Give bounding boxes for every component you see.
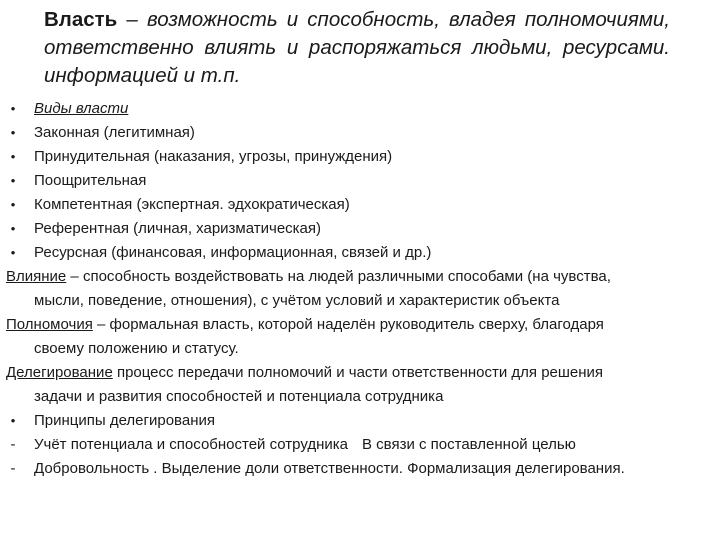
bullet-icon: • bbox=[10, 221, 16, 236]
authority-definition bbox=[6, 313, 711, 361]
principle-text: Учёт потенциала и способностей сотрудника bbox=[34, 436, 348, 453]
definition-text: – формальная власть, которой наделён руководитель сверху, благодаря bbox=[92, 316, 604, 333]
bullet-icon: • bbox=[10, 413, 16, 428]
power-type-label: Поощрительная bbox=[34, 172, 147, 189]
power-definition-line-3: людьми, ресурсами. информацией и т.п. bbox=[44, 36, 670, 87]
power-type-label: Референтная (личная, харизматическая) bbox=[34, 220, 322, 237]
list-item bbox=[6, 217, 711, 241]
principle-text: В связи с поставленной целью bbox=[361, 436, 576, 453]
power-definition-line-2: полномочиями, ответственно влиять и распоряжаться bbox=[44, 8, 670, 59]
power-types-heading: Виды власти bbox=[34, 100, 129, 117]
power-term: Власть bbox=[44, 8, 118, 31]
dash-icon: - bbox=[10, 460, 16, 477]
power-type-label: Компетентная (экспертная. эдхократическая) bbox=[34, 196, 350, 213]
definition-text: мысли, поведение, отношения), с учётом условий и характеристик объекта bbox=[34, 292, 560, 309]
bullet-icon: • bbox=[10, 125, 16, 140]
power-definition-line-1: – возможность и способность, владея bbox=[117, 8, 516, 31]
definition-text: задачи и развития способностей и потенциала сотрудника bbox=[34, 388, 444, 405]
power-definition-heading bbox=[44, 6, 670, 90]
list-item bbox=[6, 433, 711, 457]
list-item bbox=[6, 241, 711, 265]
authority-term: Полномочия bbox=[6, 316, 93, 333]
power-type-label: Законная (легитимная) bbox=[34, 124, 195, 141]
list-item-delegation-principles bbox=[6, 409, 711, 433]
definition-text: процесс передачи полномочий и части ответственности для решения bbox=[112, 364, 604, 381]
list-item bbox=[6, 457, 711, 481]
dash-icon: - bbox=[10, 436, 16, 453]
list-item bbox=[6, 121, 711, 145]
bullet-icon: • bbox=[10, 245, 16, 260]
influence-term: Влияние bbox=[6, 268, 67, 285]
content-body bbox=[6, 97, 711, 481]
influence-definition bbox=[6, 265, 711, 313]
definition-text: своему положению и статусу. bbox=[34, 340, 239, 357]
delegation-definition bbox=[6, 361, 711, 409]
definition-text: – способность воздействовать на людей различными способами (на чувства, bbox=[66, 268, 611, 285]
bullet-icon: • bbox=[10, 173, 16, 188]
delegation-term: Делегирование bbox=[6, 364, 113, 381]
bullet-icon: • bbox=[10, 149, 16, 164]
list-item bbox=[6, 145, 711, 169]
list-item-power-types-heading bbox=[6, 97, 711, 121]
list-item bbox=[6, 169, 711, 193]
power-type-label: Ресурсная (финансовая, информационная, связей и др.) bbox=[34, 244, 432, 261]
power-type-label: Принудительная (наказания, угрозы, принуждения) bbox=[34, 148, 393, 165]
delegation-principles-heading: Принципы делегирования bbox=[34, 412, 215, 429]
principle-text: Добровольность . Выделение доли ответственности. Формализация делегирования. bbox=[34, 460, 625, 477]
list-item bbox=[6, 193, 711, 217]
bullet-icon: • bbox=[10, 101, 16, 116]
bullet-icon: • bbox=[10, 197, 16, 212]
